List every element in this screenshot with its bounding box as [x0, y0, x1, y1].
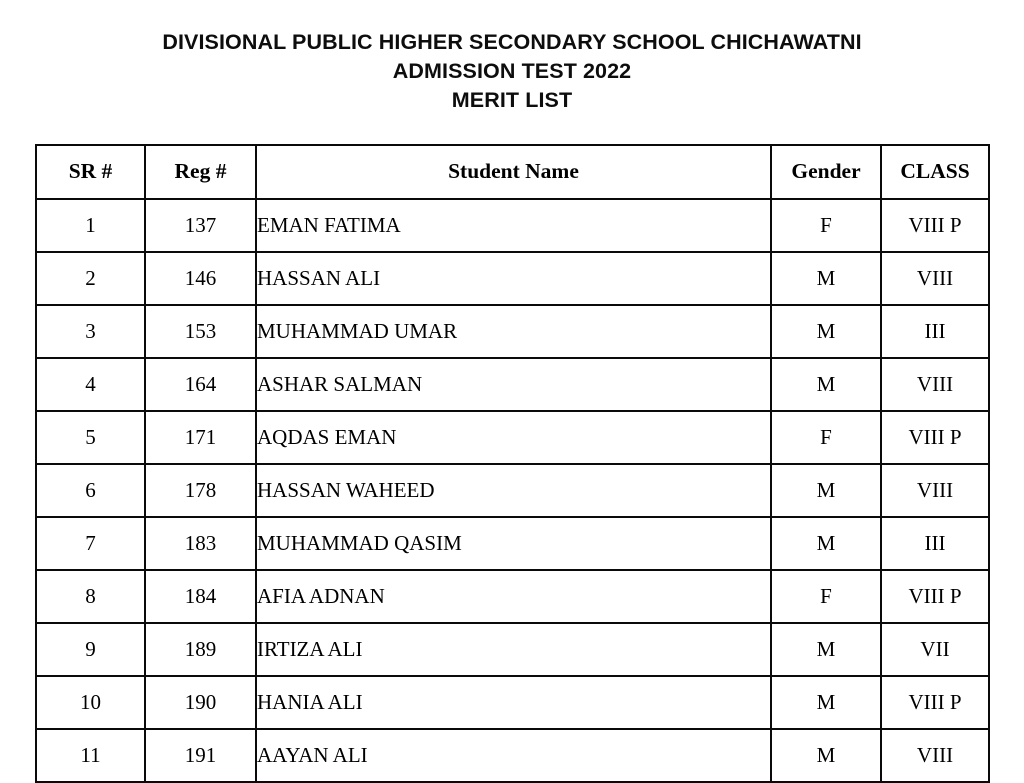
column-header-sr: SR # — [36, 145, 145, 199]
cell-reg: 183 — [145, 517, 256, 570]
cell-name: HASSAN ALI — [256, 252, 771, 305]
cell-gender: M — [771, 358, 881, 411]
cell-gender: M — [771, 305, 881, 358]
cell-gender: M — [771, 676, 881, 729]
column-header-name: Student Name — [256, 145, 771, 199]
column-header-class: CLASS — [881, 145, 989, 199]
cell-name: HASSAN WAHEED — [256, 464, 771, 517]
table-row — [36, 199, 989, 252]
cell-class: VIII P — [881, 199, 989, 252]
cell-gender: F — [771, 570, 881, 623]
cell-reg: 146 — [145, 252, 256, 305]
cell-reg: 153 — [145, 305, 256, 358]
table-row — [36, 729, 989, 782]
cell-reg: 164 — [145, 358, 256, 411]
cell-sr: 11 — [36, 729, 145, 782]
cell-class: VIII P — [881, 411, 989, 464]
column-header-gender: Gender — [771, 145, 881, 199]
cell-reg: 190 — [145, 676, 256, 729]
table-row — [36, 570, 989, 623]
table-header — [36, 145, 989, 199]
cell-sr: 4 — [36, 358, 145, 411]
table-row — [36, 623, 989, 676]
document-heading — [0, 0, 1024, 115]
cell-gender: F — [771, 199, 881, 252]
cell-class: VIII — [881, 729, 989, 782]
table-row — [36, 305, 989, 358]
cell-reg: 189 — [145, 623, 256, 676]
cell-class: III — [881, 305, 989, 358]
cell-name: IRTIZA ALI — [256, 623, 771, 676]
table-row — [36, 411, 989, 464]
table-row — [36, 252, 989, 305]
cell-reg: 184 — [145, 570, 256, 623]
exam-title-line: ADMISSION TEST 2022 — [392, 59, 632, 83]
cell-name: ASHAR SALMAN — [256, 358, 771, 411]
school-name-line: DIVISIONAL PUBLIC HIGHER SECONDARY SCHOOL CHICHAWATNI — [162, 30, 862, 54]
cell-sr: 2 — [36, 252, 145, 305]
cell-sr: 9 — [36, 623, 145, 676]
table-row — [36, 464, 989, 517]
cell-name: AFIA ADNAN — [256, 570, 771, 623]
cell-name: HANIA ALI — [256, 676, 771, 729]
list-title-line: MERIT LIST — [451, 88, 573, 112]
cell-class: VIII P — [881, 676, 989, 729]
cell-sr: 3 — [36, 305, 145, 358]
cell-gender: M — [771, 623, 881, 676]
cell-sr: 5 — [36, 411, 145, 464]
cell-reg: 178 — [145, 464, 256, 517]
table-row — [36, 517, 989, 570]
cell-name: MUHAMMAD QASIM — [256, 517, 771, 570]
cell-class: VIII — [881, 358, 989, 411]
cell-gender: F — [771, 411, 881, 464]
cell-class: VIII P — [881, 570, 989, 623]
cell-class: VIII — [881, 464, 989, 517]
cell-class: VII — [881, 623, 989, 676]
cell-sr: 7 — [36, 517, 145, 570]
table-header-row — [36, 145, 989, 199]
cell-gender: M — [771, 464, 881, 517]
cell-reg: 171 — [145, 411, 256, 464]
cell-name: AAYAN ALI — [256, 729, 771, 782]
table-row — [36, 358, 989, 411]
cell-sr: 10 — [36, 676, 145, 729]
table-body — [36, 199, 989, 782]
cell-reg: 137 — [145, 199, 256, 252]
cell-gender: M — [771, 729, 881, 782]
cell-sr: 1 — [36, 199, 145, 252]
cell-sr: 8 — [36, 570, 145, 623]
cell-reg: 191 — [145, 729, 256, 782]
cell-name: MUHAMMAD UMAR — [256, 305, 771, 358]
cell-class: VIII — [881, 252, 989, 305]
cell-name: EMAN FATIMA — [256, 199, 771, 252]
cell-name: AQDAS EMAN — [256, 411, 771, 464]
column-header-reg: Reg # — [145, 145, 256, 199]
merit-list-table-container — [35, 144, 988, 783]
cell-gender: M — [771, 252, 881, 305]
cell-class: III — [881, 517, 989, 570]
cell-sr: 6 — [36, 464, 145, 517]
cell-gender: M — [771, 517, 881, 570]
merit-list-table — [35, 144, 990, 783]
table-row — [36, 676, 989, 729]
